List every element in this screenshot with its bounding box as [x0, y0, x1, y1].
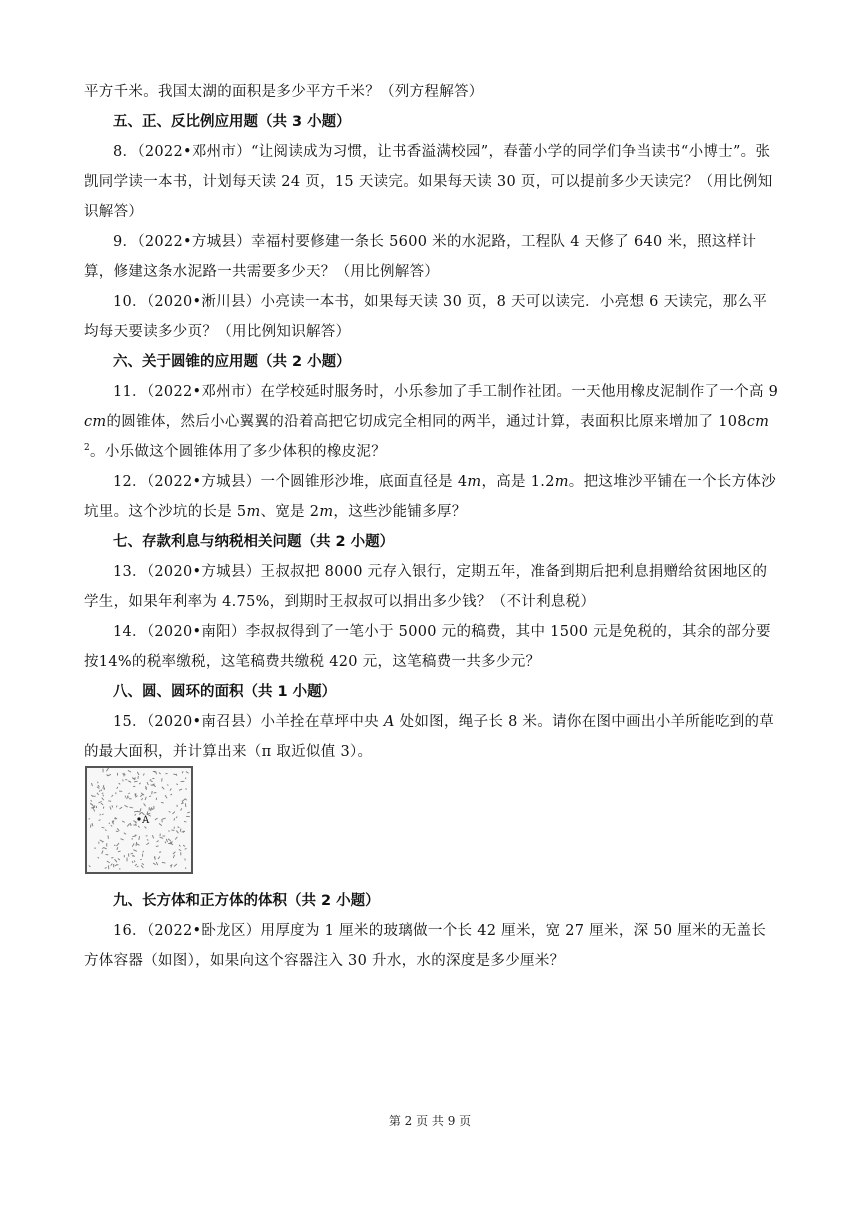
grass-blade	[111, 864, 113, 866]
grass-blade	[162, 862, 166, 863]
grass-blade	[121, 839, 124, 840]
grass-blade	[170, 865, 172, 867]
grass-blade	[174, 818, 175, 820]
grass-blade	[138, 776, 139, 779]
grass-blade	[128, 781, 131, 783]
grass-texture	[87, 768, 191, 872]
question-8: 8．（2022•邓州市）“让阅读成为习惯，让书香溢满校园”，春蕾小学的同学们争当读书“小博士”。张凯同学读一本书，计划每天读 24 页，15 天读完。如果每天读 30 页，可以提前多少天读完？（用比例知识解答）	[84, 144, 773, 220]
grass-blade	[172, 812, 175, 814]
grass-blade	[156, 846, 159, 847]
grass-blade	[118, 851, 121, 852]
grass-blade	[151, 781, 153, 782]
grass-blade	[136, 842, 137, 846]
question-12: 12．（2022•方城县）一个圆锥形沙堆，底面直径是 4m，高是 1.2m。把这堆沙平铺在一个长方体沙坑里。这个沙坑的长是 5m、宽是 2m，这些沙能铺多厚？	[84, 474, 776, 520]
grass-blade	[139, 836, 140, 840]
grass-blade	[161, 802, 164, 803]
grass-blade	[165, 795, 167, 798]
grass-blade	[93, 809, 94, 812]
grass-blade	[98, 857, 99, 858]
grass-blade	[170, 794, 172, 795]
grass-blade	[158, 857, 160, 860]
grass-blade	[156, 798, 157, 800]
grass-blade	[162, 778, 163, 781]
grass-blade	[179, 789, 182, 790]
grass-blade	[149, 796, 151, 797]
grass-blade	[152, 835, 153, 838]
grass-blade	[162, 818, 166, 819]
grass-blade	[108, 801, 111, 802]
grass-blade	[112, 795, 114, 797]
grass-blade	[157, 841, 159, 842]
grass-blade	[181, 808, 182, 810]
grass-blade	[105, 868, 107, 869]
grass-blade	[143, 851, 144, 853]
grass-blade	[106, 768, 108, 771]
grass-blade	[134, 861, 135, 863]
grass-blade	[176, 817, 177, 818]
point-a-label: A	[142, 815, 150, 826]
grass-blade	[133, 850, 136, 852]
grass-blade	[101, 790, 102, 792]
grass-blade	[98, 801, 101, 803]
grass-blade	[159, 852, 161, 853]
grass-blade	[101, 803, 103, 805]
grass-blade	[162, 787, 164, 790]
grass-blade	[98, 782, 99, 784]
grass-blade	[182, 771, 183, 773]
grass-blade	[146, 786, 147, 790]
grass-blade	[159, 824, 162, 826]
grass-blade	[173, 852, 176, 854]
grass-blade	[117, 847, 118, 850]
grass-blade	[134, 781, 137, 782]
grass-blade	[137, 866, 139, 867]
grass-blade	[179, 845, 180, 847]
question-9: 9．（2022•方城县）幸福村要修建一条长 5600 米的水泥路，工程队 4 天修了 640 米，照这样计算，修建这条水泥路一共需要多少天？（用比例解答）	[84, 234, 757, 280]
grass-blade	[115, 859, 118, 862]
grass-blade	[176, 784, 178, 785]
grass-blade	[156, 862, 157, 865]
question-14: 14．（2020•南阳）李叔叔得到了一笔小于 5000 元的稿费，其中 1500 元是免税的，其余的部分要按14%的税率缴税，这笔稿费共缴税 420 元，这笔稿费一共多少元？	[84, 624, 771, 670]
grass-blade	[185, 848, 187, 849]
grass-blade	[128, 797, 129, 798]
grass-blade	[117, 787, 118, 789]
question-11: 11．（2022•邓州市）在学校延时服务时，小乐参加了手工制作社团。一天他用橡皮泥制作了一个高 9cm的圆锥体，然后小心翼翼的沿着高把它切成完全相同的两半，通过计算，表面积比原来增加了 $108cm^2$。小乐做这个圆锥体用了多少体积的橡皮泥？	[84, 384, 779, 460]
grass-blade	[117, 828, 119, 830]
question-15: 15．（2020•南召县）小羊拴在草坪中央 A 处如图，绳子长 8 米。请你在图中画出小羊所能吃到的草的最大面积，并计算出来（π 取近似值 3）。	[84, 714, 775, 760]
grass-blade	[140, 795, 142, 797]
grass-blade	[107, 861, 110, 863]
grass-blade	[102, 793, 104, 794]
grass-blade	[127, 824, 129, 827]
grass-blade	[103, 807, 104, 809]
grass-blade	[137, 844, 140, 846]
grass-blade	[170, 789, 172, 791]
grass-blade	[173, 855, 174, 858]
question-10: 10．（2020•淅川县）小亮读一本书，如果每天读 30 页，8 天可以读完．小亮想 6 天读完，那么平均每天要读多少页？（用比例知识解答）	[84, 294, 768, 340]
center-point-a	[137, 817, 140, 820]
section-heading-5: 五、正、反比例应用题（共 3 小题）	[113, 114, 351, 130]
grass-blade	[156, 771, 157, 774]
grass-blade	[174, 827, 175, 829]
grass-blade	[128, 770, 131, 772]
grass-blade	[142, 863, 144, 864]
grass-blade	[92, 783, 93, 786]
grass-blade	[180, 829, 181, 832]
grass-blade	[102, 847, 104, 848]
grass-blade	[186, 772, 189, 774]
grass-blade	[178, 827, 180, 828]
grass-blade	[102, 814, 104, 815]
grass-blade	[139, 783, 141, 784]
grass-blade	[168, 839, 171, 841]
grass-blade	[122, 821, 125, 822]
grass-blade	[179, 850, 181, 851]
grass-blade	[110, 807, 111, 810]
grass-blade	[176, 831, 178, 834]
grass-blade	[89, 865, 91, 867]
grass-blade	[116, 806, 117, 808]
grass-blade	[135, 864, 137, 866]
grass-blade	[145, 827, 147, 829]
grass-blade	[147, 840, 149, 841]
grass-blade	[98, 785, 99, 787]
grass-blade	[135, 814, 136, 815]
grass-blade	[160, 837, 164, 838]
grass-blade	[184, 821, 186, 822]
grass-blade	[137, 772, 139, 775]
grass-blade	[152, 808, 153, 809]
grass-blade	[151, 807, 152, 811]
grass-blade	[117, 843, 120, 846]
grass-blade	[175, 837, 177, 840]
grass-blade	[91, 800, 92, 801]
grass-blade	[141, 798, 142, 800]
grass-blade	[147, 782, 148, 785]
grass-blade	[115, 865, 117, 866]
grass-blade	[143, 773, 144, 775]
grass-blade	[109, 823, 110, 824]
grass-blade	[185, 803, 186, 807]
grass-blade	[186, 788, 187, 789]
grass-blade	[187, 812, 190, 813]
grass-blade	[104, 787, 105, 790]
question-7-continuation: 平方千米。我国太湖的面积是多少平方千米？（列方程解答）	[84, 84, 484, 100]
grass-blade	[114, 845, 115, 846]
grass-blade	[168, 784, 169, 785]
grass-blade	[120, 807, 123, 809]
grass-blade	[129, 793, 130, 794]
grass-blade	[140, 808, 141, 811]
grass-blade	[99, 820, 101, 821]
grass-blade	[118, 859, 120, 861]
grass-blade	[123, 780, 124, 782]
grass-blade	[132, 861, 133, 863]
grass-blade	[132, 836, 136, 837]
grass-blade	[144, 803, 146, 806]
grass-blade	[133, 856, 135, 857]
grass-blade	[102, 851, 103, 854]
grass-field-figure	[85, 766, 193, 874]
grass-blade	[131, 853, 134, 854]
grass-blade	[104, 848, 107, 849]
grass-blade	[185, 778, 186, 780]
grass-blade	[129, 807, 133, 808]
grass-blade	[174, 864, 177, 867]
grass-blade	[92, 823, 93, 826]
grass-blade	[165, 842, 166, 844]
grass-blade	[91, 803, 92, 804]
grass-blade	[141, 865, 143, 868]
grass-blade	[112, 805, 113, 807]
grass-blade	[166, 839, 167, 842]
grass-blade	[102, 827, 105, 828]
question-13: 13．（2020•方城县）王叔叔把 8000 元存入银行，定期五年，准备到期后把利息捐赠给贫困地区的学生，如果年利率为 4.75%，到期时王叔叔可以捐出多少钱？（不计利息税）	[84, 564, 768, 610]
grass-blade	[159, 772, 161, 774]
grass-blade	[100, 840, 103, 842]
section-heading-8: 八、圆、圆环的面积（共 1 小题）	[113, 684, 337, 700]
question-16: 16．（2022•卧龙区）用厚度为 1 厘米的玻璃做一个长 42 厘米，宽 27 厘米，深 50 厘米的无盖长方体容器（如图），如果向这个容器注入 30 升水，水的深度是多少厘米？	[84, 923, 767, 969]
grass-blade	[146, 843, 149, 845]
grass-blade	[92, 804, 94, 806]
page-footer: 第 2 页 共 9 页	[388, 1114, 472, 1128]
grass-blade	[102, 798, 104, 801]
grass-blade	[145, 797, 146, 800]
grass-blade	[119, 783, 121, 784]
grass-blade	[107, 775, 108, 776]
grass-blade	[106, 854, 109, 855]
grass-blade	[185, 799, 187, 800]
grass-blade	[152, 791, 153, 794]
grass-blade	[97, 793, 99, 795]
grass-blade	[169, 811, 171, 812]
section-heading-9: 九、长方体和正方体的体积（共 2 小题）	[113, 893, 380, 909]
grass-blade	[132, 843, 134, 846]
grass-blade	[182, 801, 183, 804]
grass-blade	[138, 826, 140, 827]
section-heading-7: 七、存款利息与纳税相关问题（共 2 小题）	[113, 534, 395, 550]
grass-blade	[103, 795, 104, 797]
grass-blade	[153, 863, 156, 865]
grass-blade	[155, 818, 158, 820]
grass-blade	[128, 854, 129, 857]
grass-blade	[124, 833, 126, 834]
grass-blade	[116, 831, 119, 832]
grass-blade	[105, 830, 106, 831]
grass-blade	[171, 830, 174, 831]
section-heading-6: 六、关于圆锥的应用题（共 2 小题）	[113, 354, 351, 370]
grass-blade	[100, 790, 101, 792]
grass-blade	[103, 785, 104, 789]
grass-blade	[183, 799, 185, 801]
grass-blade	[125, 805, 128, 807]
grass-blade	[111, 825, 112, 826]
grass-blade	[183, 845, 185, 846]
